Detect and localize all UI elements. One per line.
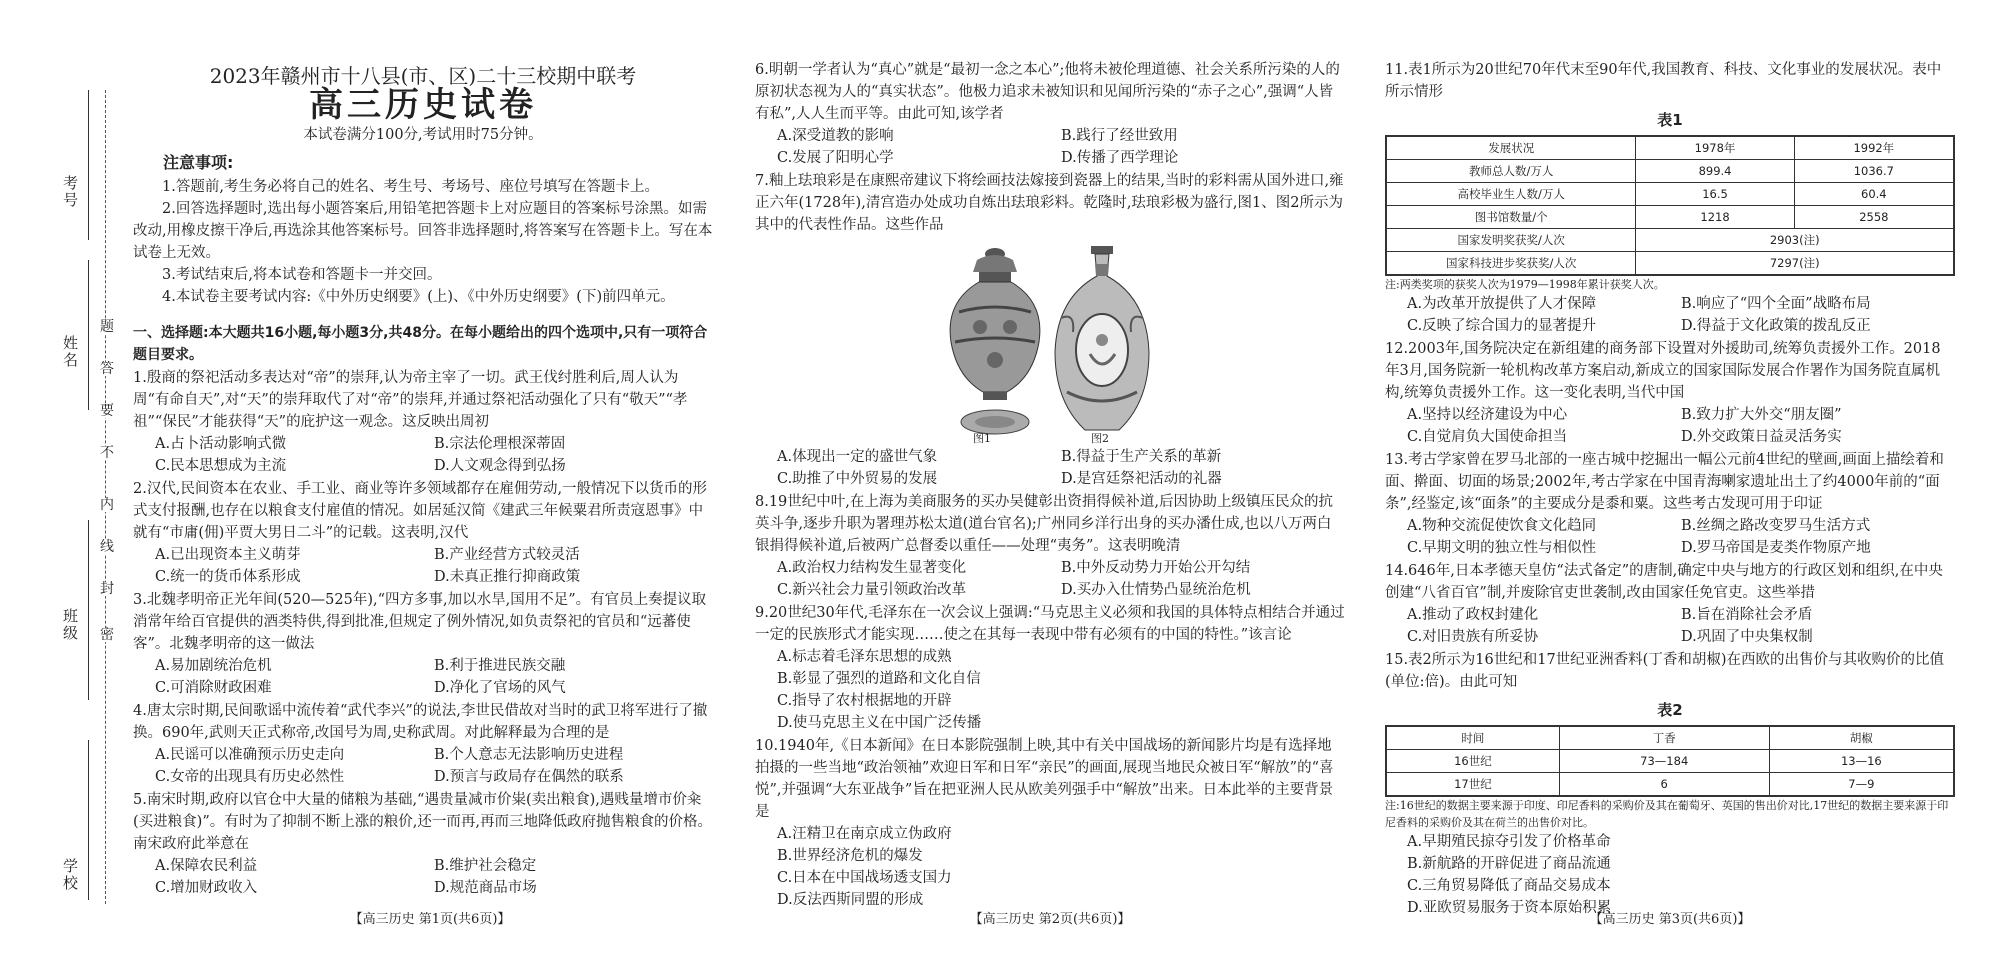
page-1 [133, 0, 713, 899]
question-14 [1385, 560, 1955, 648]
option: A.已出现资本主义萌芽 [155, 547, 301, 563]
option: B.利于推进民族交融 [434, 658, 566, 674]
table-cell: 时间 [1386, 726, 1559, 750]
label-exam-number: 考号 [61, 175, 79, 209]
table-cell: 教师总人数/万人 [1386, 160, 1636, 183]
page-footer: 【高三历史 第1页(共6页)】 [349, 912, 511, 927]
option: D.罗马帝国是麦类作物原产地 [1681, 540, 1871, 556]
option: C.三角贸易降低了商品交易成本 [1407, 878, 1611, 894]
option: B.新航路的开辟促进了商品流通 [1407, 856, 1611, 872]
option: B.维护社会稳定 [434, 858, 537, 874]
question-stem: 5.南宋时期,政府以官仓中大量的储粮为基础,“遇贵量减市价粜(卖出粮食),遇贱量增市价籴(买进粮食)”。有时为了抑制不断上涨的粮价,还一而再,再而三地降低政府抛售粮食的价格。南宋政府此举意在 [133, 792, 712, 852]
exam-title: 2023年赣州市十八县(市、区)二十三校期中联考 [209, 64, 637, 88]
label-name: 姓名 [61, 335, 79, 369]
table-row [1386, 229, 1954, 252]
table-row [1386, 773, 1954, 797]
option: C.日本在中国战场透支国力 [777, 870, 952, 886]
table-cell: 国家发明奖获奖/人次 [1386, 229, 1636, 252]
table-cell: 国家科技进步奖获奖/人次 [1386, 252, 1636, 276]
option: B.旨在消除社会矛盾 [1681, 607, 1813, 623]
option: D.规范商品市场 [434, 880, 537, 896]
question-stem: 11.表1所示为20世纪70年代末至90年代,我国教育、科技、文化事业的发展状况。表中所示情形 [1385, 62, 1942, 100]
option: B.丝绸之路改变罗马生活方式 [1681, 518, 1871, 534]
table-cell: 发展状况 [1386, 136, 1636, 160]
option: C.增加财政收入 [155, 880, 258, 896]
table-2-caption: 表2 [1657, 701, 1683, 719]
option: A.占卜活动影响式微 [155, 436, 287, 452]
question-stem: 3.北魏孝明帝正光年间(520—525年),“四方多事,加以水旱,国用不足”。有官员上奏提议取消常年给百官提供的酒类特供,得到批准,但规定了例外情况,如负责祭祀的官员和“远蕃使客”。北魏孝明帝的这一做法 [133, 592, 707, 652]
fill-line-school [88, 740, 89, 900]
question-4 [133, 700, 713, 788]
option: C.对旧贵族有所妥协 [1407, 629, 1539, 645]
table-row [1386, 183, 1954, 206]
table-cell: 13—16 [1769, 750, 1954, 773]
question-3 [133, 589, 713, 699]
binding-margin [0, 0, 125, 964]
option: C.助推了中外贸易的发展 [777, 471, 938, 487]
option: A.物种交流促使饮食文化趋同 [1407, 518, 1597, 534]
question-stem: 10.1940年,《日本新闻》在日本影院强制上映,其中有关中国战场的新闻影片均是有选择地拍摄的一些当地“政治领袖”欢迎日军和日军“亲民”的画面,展现当地民众被日军“解放”的“喜悦”,并强调“大东亚战争”旨在把亚洲人民从欧美列强手中“解放”出来。日本此举的主要背景是 [755, 738, 1334, 820]
question-stem: 14.646年,日本孝德天皇仿“法式备定”的唐制,确定中央与地方的行政区划和组织,在中央创建“八省百官”制,并废除官吏世袭制,改由国家任免官吏。这些举措 [1385, 563, 1943, 601]
question-11 [1385, 59, 1955, 337]
option: B.响应了“四个全面”战略布局 [1681, 296, 1871, 312]
warn-char: 密 [100, 627, 114, 643]
table-header-row [1386, 726, 1954, 750]
table-cell: 16世纪 [1386, 750, 1559, 773]
option: D.外交政策日益灵活务实 [1681, 429, 1842, 445]
option: A.标志着毛泽东思想的成熟 [777, 649, 952, 665]
table-row [1386, 160, 1954, 183]
question-stem: 1.殷商的祭祀活动多表达对“帝”的崇拜,认为帝主宰了一切。武王伐纣胜利后,周人认为周“有命自天”,对“天”的崇拜取代了对“帝”的崇拜,并通过祭祀活动强化了只有“敬天”“孝祖”“保民”才能获得“天”的庇护这一观念。这反映出周初 [133, 370, 688, 430]
option: D.反法西斯同盟的形成 [777, 892, 924, 908]
question-10 [755, 735, 1345, 911]
option: A.为改革开放提供了人才保障 [1407, 296, 1597, 312]
option: A.政治权力结构发生显著变化 [777, 560, 967, 576]
option: C.发展了阳明心学 [777, 150, 894, 166]
notice-item: 4.本试卷主要考试内容:《中外历史纲要》(上)、《中外历史纲要》(下)前四单元。 [162, 289, 675, 305]
option: D.使马克思主义在中国广泛传播 [777, 715, 982, 731]
warn-char: 答 [100, 361, 114, 377]
option: B.践行了经世致用 [1061, 128, 1178, 144]
option: A.易加剧统治危机 [155, 658, 272, 674]
table-cell: 6 [1559, 773, 1769, 797]
table-cell: 高校毕业生人数/万人 [1386, 183, 1636, 206]
option: A.深受道教的影响 [777, 128, 894, 144]
notice-item: 1.答题前,考生务必将自己的姓名、考生号、考场号、座位号填写在答题卡上。 [162, 179, 659, 195]
table-1-note: 注:两类奖项的获奖人次为1979—1998年累计获奖人次。 [1385, 278, 1665, 291]
table-cell: 60.4 [1794, 183, 1954, 206]
exam-info: 本试卷满分100分,考试用时75分钟。 [303, 127, 543, 143]
vase-illustration [755, 242, 1345, 442]
option: C.指导了农村根据地的开辟 [777, 693, 952, 709]
table-cell: 899.4 [1636, 160, 1794, 183]
page-2 [755, 58, 1345, 911]
question-stem: 15.表2所示为16世纪和17世纪亚洲香料(丁香和胡椒)在西欧的出售价与其收购价的比值(单位:倍)。由此可知 [1385, 652, 1944, 690]
table-cell: 胡椒 [1769, 726, 1954, 750]
warn-char: 不 [100, 445, 114, 461]
option: B.中外反动势力开始公开勾结 [1061, 560, 1251, 576]
option: B.宗法伦理根深蒂固 [434, 436, 566, 452]
table-cell: 16.5 [1636, 183, 1794, 206]
option: C.反映了综合国力的显著提升 [1407, 318, 1597, 334]
question-5 [133, 789, 713, 899]
question-8 [755, 491, 1345, 601]
table-1-caption: 表1 [1657, 111, 1683, 129]
option: C.新兴社会力量引领政治改革 [777, 582, 967, 598]
option: B.致力扩大外交“朋友圈” [1681, 407, 1842, 423]
question-stem: 8.19世纪中叶,在上海为美商服务的买办吴健彰出资捐得候补道,后因协助上级镇压民众的抗英斗争,逐步升职为署理苏松太道(道台官名);广州同乡洋行出身的买办潘仕成,也以八万两白银捐得候补道,后被两广总督委以重任——处理“夷务”。这表明晚清 [755, 494, 1333, 554]
page-footer: 【高三历史 第2页(共6页)】 [969, 912, 1131, 927]
option: C.女帝的出现具有历史必然性 [155, 769, 345, 785]
question-1 [133, 367, 713, 477]
question-stem: 7.釉上珐琅彩是在康熙帝建议下将绘画技法嫁接到瓷器上的结果,当时的彩料需从国外进口,雍正六年(1728年),清宫造办处成功自炼出珐琅彩料。乾隆时,珐琅彩极为盛行,图1、图2所示为其中的代表性作品。这些作品 [755, 173, 1344, 233]
question-stem: 9.20世纪30年代,毛泽东在一次会议上强调:“马克思主义必须和我国的具体特点相结合并通过一定的民族形式才能实现……使之在其每一表现中带有必须有的中国的特性。”该言论 [755, 605, 1345, 643]
table-1 [1385, 135, 1955, 276]
question-12 [1385, 338, 1955, 448]
question-15 [1385, 649, 1955, 919]
table-cell: 7—9 [1769, 773, 1954, 797]
fill-line-exam-number [88, 90, 89, 240]
question-2 [133, 478, 713, 588]
warn-char: 封 [100, 581, 114, 597]
question-stem: 2.汉代,民间资本在农业、手工业、商业等许多领域都存在雇佣劳动,一般情况下以货币的形式支付报酬,也存在以粮食支付雇值的情况。如居延汉简《建武三年候粟君所责寇恩事》中就有“市庸(佣)平贾大男日二斗”的记载。这表明,汉代 [133, 481, 708, 541]
question-stem: 4.唐太宗时期,民间歌谣中流传着“武代李兴”的说法,李世民借故对当时的武卫将军进行了撤换。690年,武则天正式称帝,改国号为周,史称武周。对此解释最为合理的是 [133, 703, 708, 741]
page-footer: 【高三历史 第3页(共6页)】 [1589, 912, 1751, 927]
option: D.未真正推行抑商政策 [434, 569, 581, 585]
option: D.预言与政局存在偶然的联系 [434, 769, 624, 785]
warn-char: 题 [100, 319, 114, 335]
fill-line-class [88, 520, 89, 700]
option: B.彰显了强烈的道路和文化自信 [777, 671, 981, 687]
label-class: 班级 [61, 608, 79, 642]
option: D.买办入仕情势凸显统治危机 [1061, 582, 1251, 598]
table-row [1386, 206, 1954, 229]
option: A.推动了政权封建化 [1407, 607, 1539, 623]
paper-title: 高三历史试卷 [309, 85, 537, 125]
table-2-note: 注:16世纪的数据主要来源于印度、印尼香料的采购价及其在葡萄牙、英国的售出价对比,17世纪的数据主要来源于印尼香料的采购价及其在荷兰的出售价对比。 [1385, 799, 1949, 829]
option: A.保障农民利益 [155, 858, 258, 874]
table-header-row [1386, 136, 1954, 160]
option: D.人文观念得到弘扬 [434, 458, 566, 474]
table-cell: 1218 [1636, 206, 1794, 229]
table-cell: 73—184 [1559, 750, 1769, 773]
question-stem: 12.2003年,国务院决定在新组建的商务部下设置对外援助司,统筹负责援外工作。2018年3月,国务院新一轮机构改革方案启动,新成立的国家国际发展合作署作为国务院直属机构,统筹负责援外工作。这一变化表明,当代中国 [1385, 341, 1941, 401]
table-cell: 1036.7 [1794, 160, 1954, 183]
option: B.产业经营方式较灵活 [434, 547, 580, 563]
table-cell: 2558 [1794, 206, 1954, 229]
question-7 [755, 170, 1345, 490]
warn-char: 线 [100, 539, 114, 555]
option: B.个人意志无法影响历史进程 [434, 747, 624, 763]
option: C.可消除财政困难 [155, 680, 272, 696]
table-cell: 1978年 [1636, 136, 1794, 160]
option: D.巩固了中央集权制 [1681, 629, 1813, 645]
table-row [1386, 750, 1954, 773]
page-3 [1385, 58, 1955, 919]
question-6 [755, 59, 1345, 169]
table-cell: 2903(注) [1636, 229, 1954, 252]
option: C.自觉肩负大国使命担当 [1407, 429, 1568, 445]
question-stem: 13.考古学家曾在罗马北部的一座古城中挖掘出一幅公元前4世纪的壁画,画面上描绘着和面、擀面、切面的场景;2002年,考古学家在中国青海喇家遗址出土了约4000年前的“面条”,经鉴定,该“面条”的主要成分是黍和粟。这些考古发现可用于印证 [1385, 452, 1944, 512]
table-cell: 丁香 [1559, 726, 1769, 750]
warn-char: 要 [100, 403, 114, 419]
table-cell: 图书馆数量/个 [1386, 206, 1636, 229]
section-heading: 一、选择题:本大题共16小题,每小题3分,共48分。在每小题给出的四个选项中,只有一项符合题目要求。 [133, 325, 708, 363]
notice-title: 注意事项: [163, 153, 234, 172]
question-9 [755, 602, 1345, 734]
table-cell: 17世纪 [1386, 773, 1559, 797]
figure-1-caption: 图1 [973, 432, 991, 445]
table-cell: 7297(注) [1636, 252, 1954, 276]
option: C.民本思想成为主流 [155, 458, 287, 474]
question-stem: 6.明朝一学者认为“真心”就是“最初一念之本心”;他将未被伦理道德、社会关系所污染的人的原初状态视为人的“真实状态”。他极力追求未被知识和见闻所污染的“赤子之心”,强调“人皆有私”,人人生而平等。由此可知,该学者 [755, 62, 1340, 122]
option: D.传播了西学理论 [1061, 150, 1179, 166]
option: A.早期殖民掠夺引发了价格革命 [1407, 834, 1611, 850]
option: D.净化了官场的风气 [434, 680, 566, 696]
warn-char: 内 [100, 497, 114, 513]
option: A.体现出一定的盛世气象 [777, 449, 938, 465]
option: D.得益于文化政策的拨乱反正 [1681, 318, 1871, 334]
vase-figures [755, 242, 1345, 445]
figure-2-caption: 图2 [1091, 432, 1109, 445]
table-row [1386, 252, 1954, 276]
option: B.世界经济危机的爆发 [777, 848, 923, 864]
option: C.早期文明的独立性与相似性 [1407, 540, 1597, 556]
option: C.统一的货币体系形成 [155, 569, 301, 585]
option: D.是宫廷祭祀活动的礼器 [1061, 471, 1222, 487]
option: A.汪精卫在南京成立伪政府 [777, 826, 952, 842]
option: B.得益于生产关系的革新 [1061, 449, 1222, 465]
notice-item: 3.考试结束后,将本试卷和答题卡一并交回。 [162, 267, 442, 283]
table-cell: 1992年 [1794, 136, 1954, 160]
table-2 [1385, 725, 1955, 797]
notice-item: 2.回答选择题时,选出每小题答案后,用铅笔把答题卡上对应题目的答案标号涂黑。如需改动,用橡皮擦干净后,再选涂其他答案标号。回答非选择题时,将答案写在答题卡上。写在本试卷上无效。 [133, 201, 713, 261]
fill-line-name [88, 260, 89, 410]
label-school: 学校 [61, 858, 79, 892]
question-13 [1385, 449, 1955, 559]
option: A.坚持以经济建设为中心 [1407, 407, 1568, 423]
figure-2-vase [1055, 246, 1149, 430]
option: A.民谣可以准确预示历史走向 [155, 747, 345, 763]
option: D.亚欧贸易服务于资本原始积累 [1407, 900, 1612, 916]
figure-1-jar [950, 248, 1040, 434]
